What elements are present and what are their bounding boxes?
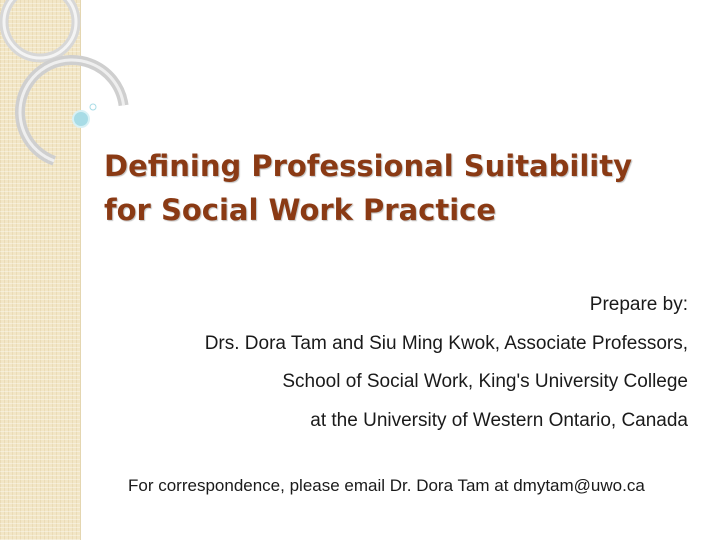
author-line: School of Social Work, King's University College: [282, 371, 688, 392]
title-line: Defining Professional Suitability: [104, 149, 632, 183]
author-block: [88, 286, 688, 440]
author-line: at the University of Western Ontario, Canada: [310, 409, 688, 431]
author-line: Drs. Dora Tam and Siu Ming Kwok, Associate Professors,: [204, 332, 688, 354]
contact-line: For correspondence, please email Dr. Dora Tam at dmytam@uwo.ca: [128, 476, 645, 495]
title-line: for Social Work Practice: [104, 193, 497, 227]
slide-title: [104, 144, 704, 232]
author-line: Prepare by:: [589, 294, 688, 315]
